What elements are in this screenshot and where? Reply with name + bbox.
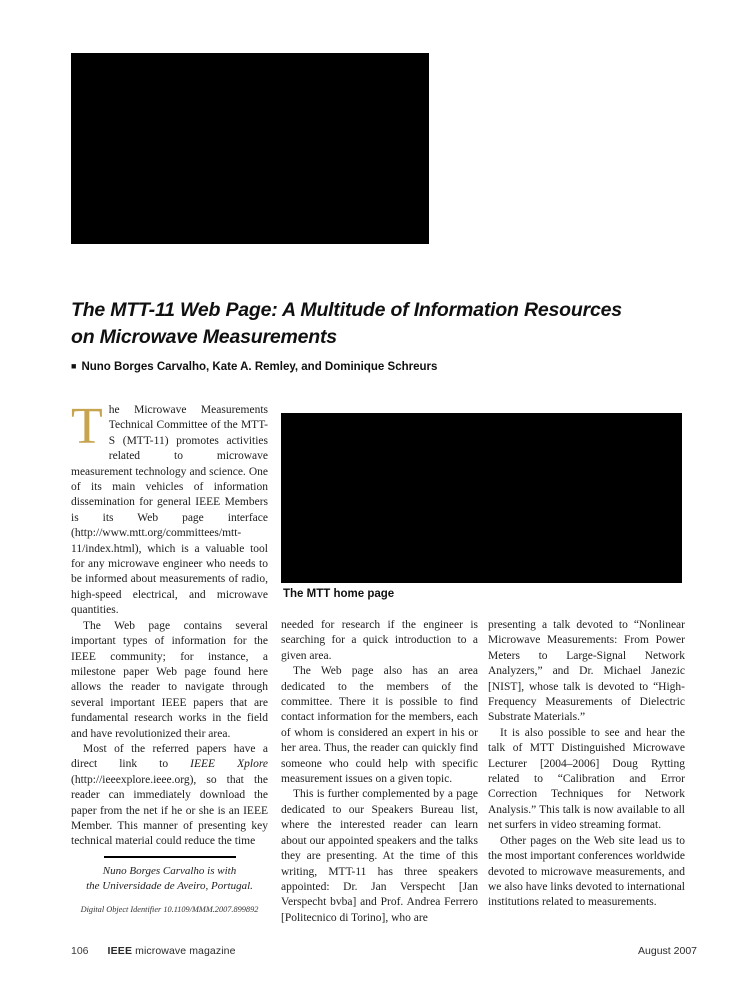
mtt-homepage-screenshot-image — [281, 413, 682, 583]
affiliation-line2: the Universidade de Aveiro, Portugal. — [86, 879, 253, 892]
column-1 — [71, 398, 268, 850]
magazine-logo-ieee: IEEE — [107, 945, 133, 957]
paragraph-intro-text: he Microwave Measurements Technical Committee of the MTT-S (MTT-11) promotes activities related to microwave measurement technology and science. One of its main vehicles of information dissemination for general IEEE Members is its Web page interface (http://www.mtt.org/committees/mtt-11/index.html), which is a valuable tool for any microwave engineer who needs to be informed about measurements of radio, high-speed electrical, and microwave quantities. — [71, 404, 268, 617]
header-photo-image — [71, 53, 429, 244]
figure-caption: The MTT home page — [283, 588, 395, 600]
paragraph-distinguished-lecturer: It is also possible to see and hear the talk of MTT Distinguished Microwave Lecturer [2004–2006] Doug Rytting related to “Calibration and Error Correction Techniques for Network Analysis.” This talk is now available to all net surfers in video streaming format. — [488, 726, 685, 832]
footer-left — [71, 945, 236, 957]
article-title-line1: The MTT-11 Web Page: A Multitude of Information Resources — [71, 299, 622, 321]
byline-authors: Nuno Borges Carvalho, Kate A. Remley, and Dominique Schreurs — [81, 361, 438, 373]
article-title — [71, 297, 711, 351]
author-affiliation-note — [71, 856, 268, 918]
byline — [71, 361, 691, 373]
page-footer — [71, 945, 697, 957]
issue-date: August 2007 — [638, 945, 697, 957]
column-2 — [281, 618, 478, 926]
article-title-line2: on Microwave Measurements — [71, 326, 337, 348]
paragraph-ieee-xplore-pre: Most of the referred papers have a direct link to — [71, 742, 268, 771]
paragraph-web-page-contents: The Web page contains several important types of information for the IEEE community; for instance, a milestone paper Web page found here allows the reader to navigate through several important IEEE papers that are fundamental research works in the field and have revolutionized their area. — [71, 619, 268, 740]
paragraph-speaker-talks: presenting a talk devoted to “Nonlinear Microwave Measurements: From Power Meters to Large-Signal Network Analyzers,” and Dr. Michael Janezic [NIST], whose talk is devoted to “High-Frequency Measurements of Dielectric Substrate Materials.” — [488, 619, 685, 724]
paragraph-other-pages: Other pages on the Web site lead us to the most important conferences worldwide devoted to microwave measurements, and we also have links devoted to international institutions related to measurements. — [488, 834, 685, 909]
journal-name: IEEE Xplore — [190, 758, 268, 771]
doi-text: Digital Object Identifier 10.1109/MMM.2007.899892 — [80, 905, 259, 914]
paragraph-members-area: The Web page also has an area dedicated to the members of the committee. There it is possible to find contact information for the members, each of whom is considered an expert in his or her area. Thus, the reader can quickly find someone who could help with specific measurement issues on a given topic. — [281, 665, 478, 786]
paragraph-ieee-xplore — [71, 742, 268, 850]
affiliation-line1: Nuno Borges Carvalho is with — [102, 865, 237, 877]
affiliation-divider — [104, 856, 236, 858]
paragraph-intro — [71, 398, 268, 619]
paragraph-speakers-bureau: This is further complemented by a page dedicated to our Speakers Bureau list, where the interested reader can learn about our appointed speakers and the talks they are presenting. At the time of this writing, MTT-11 has three speakers appointed: Dr. Jan Verspecht [Jan Verspecht bvba] and Prof. Andrea Ferrero [Politecnico di Torino], who are — [281, 788, 478, 924]
paragraph-ieee-xplore-post: (http://ieeexplore.ieee.org), so that the reader can immediately download the paper from the net if he or she is an IEEE Member. This manner of presenting key technical material could reduce the time — [71, 773, 268, 848]
dropcap-letter: T — [71, 398, 103, 455]
magazine-logo-name: microwave magazine — [135, 945, 236, 957]
paragraph-continuation: needed for research if the engineer is searching for a quick introduction to a given area. — [281, 619, 478, 662]
column-3 — [488, 618, 685, 911]
page-number: 106 — [71, 945, 89, 957]
byline-square-icon: ■ — [71, 361, 77, 371]
